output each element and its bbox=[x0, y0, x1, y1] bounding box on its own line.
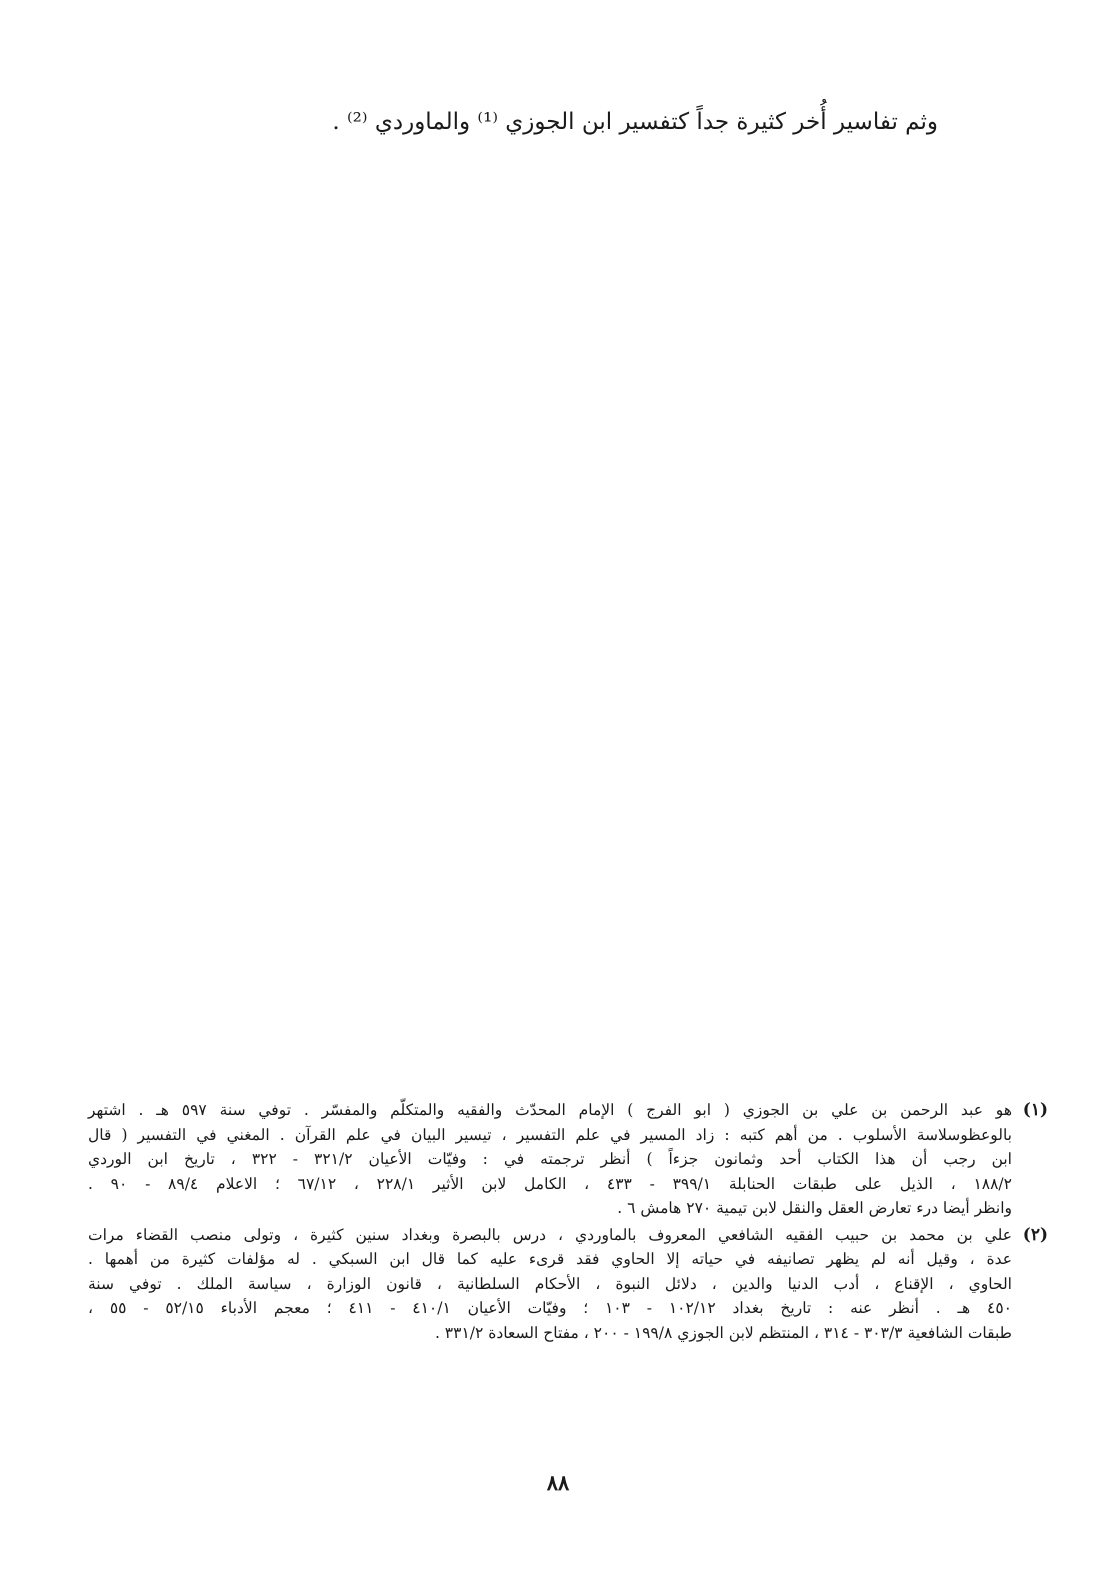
footnote-1 bbox=[88, 1098, 1048, 1221]
footnotes-section bbox=[88, 1098, 1048, 1347]
body-paragraph: وثم تفاسير أُخر كثيرة جداً كتفسير ابن الجوزي ⁽¹⁾ والماوردي ⁽²⁾ . bbox=[332, 109, 938, 135]
footnote-line: الحاوي ، الإقناع ، أدب الدنيا والدين ، دلائل النبوة ، الأحكام السلطانية ، قانون الوزارة ، سياسة الملك . توفي سنة bbox=[88, 1274, 1012, 1293]
footnote-line: علي بن محمد بن حبيب الفقيه الشافعي المعروف بالماوردي ، درس بالبصرة وبغداد سنين كثيرة ، وتولى منصب القضاء مرات bbox=[88, 1225, 1012, 1244]
footnote-line: عدة ، وقيل أنه لم يظهر تصانيفه في حياته إلا الحاوي فقد قرىء عليه كما قال ابن السبكي . له مؤلفات كثيرة من أهمها . bbox=[88, 1250, 1012, 1268]
footnote-marker: (٢) bbox=[1022, 1224, 1048, 1245]
footnote-text bbox=[88, 1098, 1012, 1221]
footnote-line: طبقات الشافعية ٣٠٣/٣ - ٣١٤ ، المنتظم لابن الجوزي ١٩٩/٨ - ٢٠٠ ، مفتاح السعادة ٣٣١/٢ . bbox=[434, 1323, 1012, 1342]
footnote-text bbox=[88, 1223, 1012, 1346]
footnote-line: هو عبد الرحمن بن علي بن الجوزي ( ابو الفرج ) الإمام المحدّث والفقيه والمتكلّم والمفسّر . توفي سنة ٥٩٧ هـ . اشتهر bbox=[88, 1101, 1012, 1119]
footnote-marker: (١) bbox=[1022, 1100, 1048, 1120]
footnote-line: ١٨٨/٢ ، الذيل على طبقات الحنابلة ٣٩٩/١ - ٤٣٣ ، الكامل لابن الأثير ٢٢٨/١ ، ٦٧/١٢ ؛ الاعلام ٨٩/٤ - ٩٠ . bbox=[88, 1174, 1012, 1193]
footnote-line: بالوعظوسلاسة الأسلوب . من أهم كتبه : زاد المسير في علم التفسير ، تيسير البيان في علم القرآن . المغني في التفسير ( قال bbox=[88, 1125, 1012, 1144]
page-number: ٨٨ bbox=[546, 1470, 570, 1495]
footnote-line: ابن رجب أن هذا الكتاب أحد وثمانون جزءاً ) أنظر ترجمته في : وفيّات الأعيان ٣٢١/٢ - ٣٢٢ ، تاريخ ابن الوردي bbox=[88, 1150, 1012, 1168]
footnote-line: وانظر أيضا درء تعارض العقل والنقل لابن تيمية ٢٧٠ هامش ٦ . bbox=[617, 1199, 1012, 1217]
footnote-2 bbox=[88, 1223, 1048, 1346]
footnote-line: ٤٥٠ هـ . أنظر عنه : تاريخ بغداد ١٠٢/١٢ - ١٠٣ ؛ وفيّات الأعيان ٤١٠/١ - ٤١١ ؛ معجم الأدباء ٥٢/١٥ - ٥٥ ، bbox=[88, 1299, 1013, 1317]
